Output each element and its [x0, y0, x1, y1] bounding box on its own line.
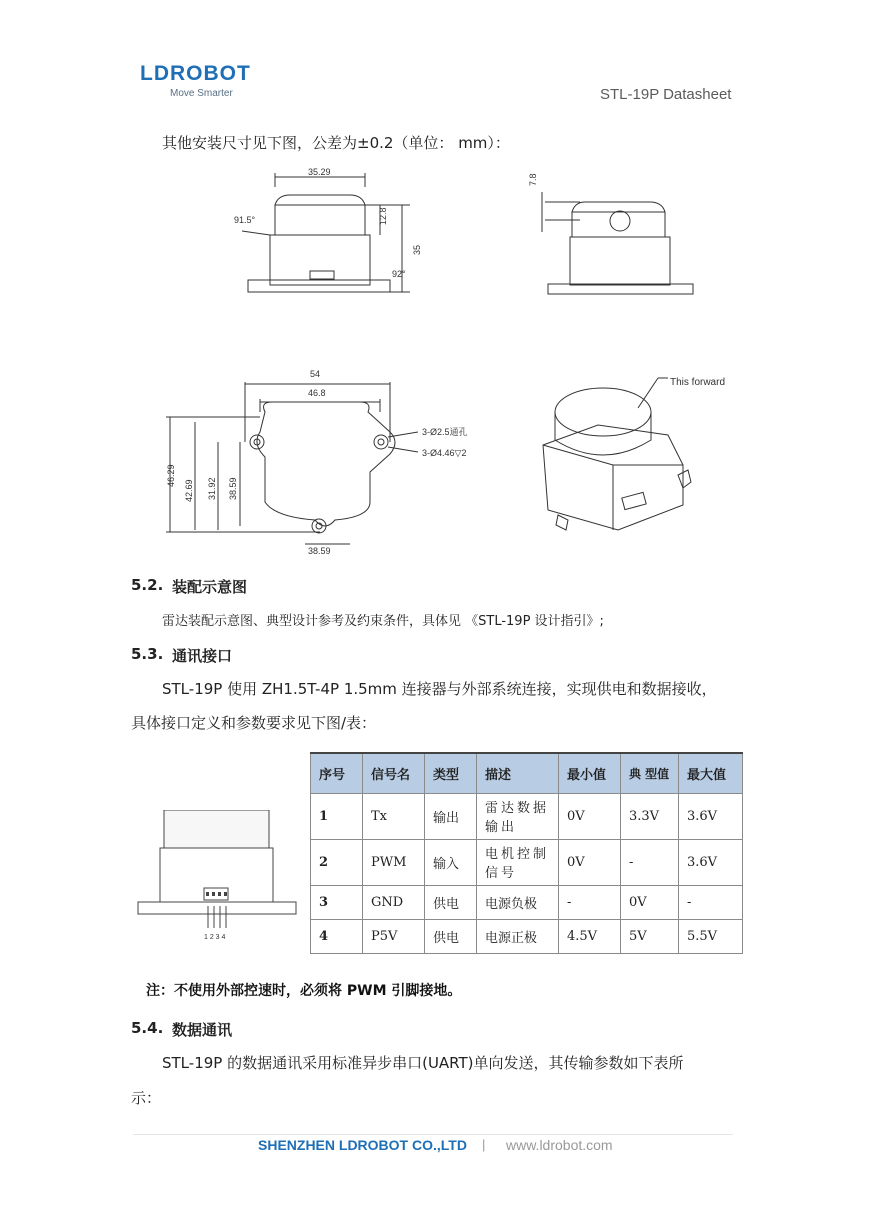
cell-min: 0V	[559, 839, 621, 885]
document-title: STL-19P Datasheet	[600, 86, 732, 103]
dim-height-4: 38.59	[228, 477, 238, 500]
cell-index: 2	[311, 839, 363, 885]
footer-divider	[133, 1134, 733, 1135]
section-5-2-number: 5.2.	[131, 576, 164, 594]
cell-signal: P5V	[363, 919, 425, 953]
dim-cap-height: 12.8	[378, 207, 388, 225]
cell-type: 输入	[425, 839, 477, 885]
section-5-4-body-line2: 示：	[131, 1089, 162, 1107]
footer-separator: |	[482, 1137, 486, 1152]
section-5-4-number: 5.4.	[131, 1019, 164, 1037]
cell-typical: 0V	[621, 885, 679, 919]
cell-signal: Tx	[363, 793, 425, 839]
cell-min: 4.5V	[559, 919, 621, 953]
cell-typical: 5V	[621, 919, 679, 953]
cell-max: 3.6V	[679, 793, 743, 839]
dim-height-2: 42.69	[184, 479, 194, 502]
section-5-3-body-line1: STL-19P 使用 ZH1.5T-4P 1.5mm 连接器与外部系统连接，实现供电和数据接收，	[162, 680, 717, 698]
pin-definition-table	[310, 752, 743, 954]
dim-counterbore: 3-Ø4.46▽2	[422, 448, 467, 458]
dim-overall-height: 46.29	[166, 464, 176, 487]
table-row	[311, 885, 743, 919]
section-5-2-title: 装配示意图	[172, 578, 248, 596]
footer-company: SHENZHEN LDROBOT CO.,LTD	[258, 1137, 467, 1153]
dim-side-offset: 7.8	[528, 173, 538, 186]
header-min: 最小值	[559, 753, 621, 793]
section-5-3-title: 通讯接口	[172, 647, 233, 665]
cell-description: 电机控制信号	[477, 839, 559, 885]
section-5-3-number: 5.3.	[131, 645, 164, 663]
side-view-drawing	[520, 162, 700, 302]
table-row	[311, 793, 743, 839]
isometric-view-drawing	[528, 370, 743, 545]
header-index: 序号	[311, 753, 363, 793]
cell-index: 3	[311, 885, 363, 919]
cell-signal: GND	[363, 885, 425, 919]
header-max: 最大值	[679, 753, 743, 793]
pwm-note: 注：不使用外部控速时，必须将 PWM 引脚接地。	[146, 983, 462, 999]
cell-max: 3.6V	[679, 839, 743, 885]
table-header-row	[311, 753, 743, 793]
company-logo: LDROBOT	[140, 62, 251, 85]
header-signal: 信号名	[363, 753, 425, 793]
front-view-drawing	[230, 165, 440, 305]
header-type: 类型	[425, 753, 477, 793]
logo-slogan: Move Smarter	[170, 88, 233, 99]
top-view-drawing	[160, 362, 480, 557]
forward-label: This forward	[670, 377, 726, 388]
dim-total-height: 35	[412, 244, 422, 255]
section-5-3-body-line2: 具体接口定义和参数要求见下图/表：	[131, 714, 377, 732]
cell-description: 雷达数据输出	[477, 793, 559, 839]
pin-numbers: 1 2 3 4	[204, 934, 226, 941]
cell-description: 电源负极	[477, 885, 559, 919]
footer-website: www.ldrobot.com	[506, 1137, 613, 1153]
cell-max: -	[679, 885, 743, 919]
cell-max: 5.5V	[679, 919, 743, 953]
dim-inner-width: 46.8	[308, 388, 326, 398]
cell-typical: -	[621, 839, 679, 885]
cell-type: 输出	[425, 793, 477, 839]
cell-signal: PWM	[363, 839, 425, 885]
section-5-2-body: 雷达装配示意图、典型设计参考及约束条件，具体见 《STL-19P 设计指引》;	[162, 614, 604, 629]
dim-angle-left: 91.5°	[234, 215, 256, 225]
dim-height-3: 31.92	[207, 477, 217, 500]
cell-min: 0V	[559, 793, 621, 839]
section-5-4-body-line1: STL-19P 的数据通讯采用标准异步串口(UART)单向发送，其传输参数如下表所	[162, 1054, 684, 1072]
cell-type: 供电	[425, 919, 477, 953]
dim-angle-right: 92°	[392, 269, 406, 279]
header-description: 描述	[477, 753, 559, 793]
section-5-4-title: 数据通讯	[172, 1021, 233, 1039]
table-row	[311, 839, 743, 885]
header-typical: 典 型值	[621, 753, 679, 793]
cell-index: 4	[311, 919, 363, 953]
dim-overall-width: 54	[310, 369, 321, 379]
cell-min: -	[559, 885, 621, 919]
dim-hole-spacing: 38.59	[308, 546, 331, 556]
intro-paragraph: 其他安装尺寸见下图，公差为±0.2（单位： mm）：	[162, 134, 510, 152]
cell-type: 供电	[425, 885, 477, 919]
connector-drawing	[136, 810, 301, 942]
dim-through-hole: 3-Ø2.5通孔	[422, 427, 468, 437]
table-row	[311, 919, 743, 953]
cell-index: 1	[311, 793, 363, 839]
cell-typical: 3.3V	[621, 793, 679, 839]
dim-width-top: 35.29	[308, 167, 331, 177]
cell-description: 电源正极	[477, 919, 559, 953]
